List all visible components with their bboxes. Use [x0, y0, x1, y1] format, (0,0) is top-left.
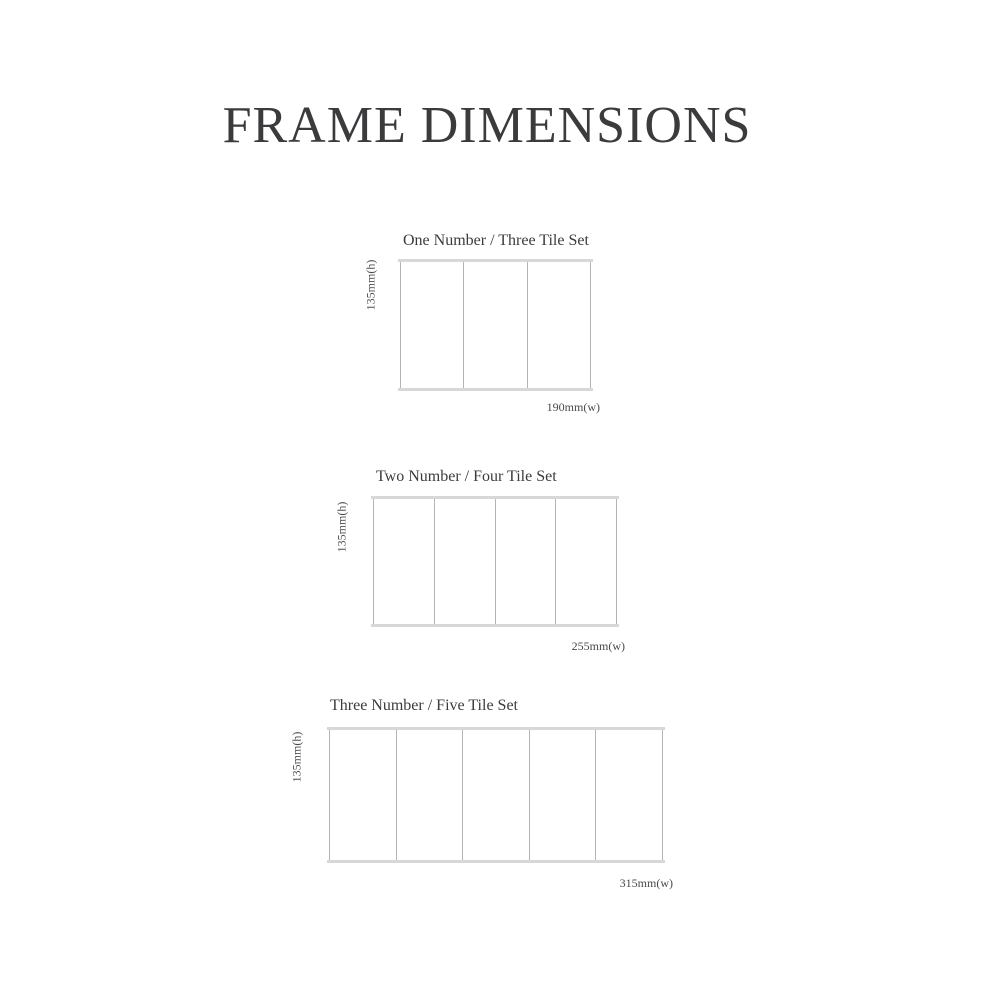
height-dimension-label: 135mm(h)	[363, 259, 378, 311]
tile-row	[373, 499, 617, 624]
tile	[397, 730, 464, 860]
diagram-title: One Number / Three Tile Set	[403, 232, 589, 249]
frame-outline	[329, 727, 663, 863]
width-dimension-label: 315mm(w)	[619, 876, 673, 890]
frame-outline	[400, 259, 591, 391]
tile	[596, 730, 662, 860]
tile	[528, 262, 590, 388]
height-dimension-label: 135mm(h)	[334, 501, 349, 553]
page-title: FRAME DIMENSIONS	[222, 97, 752, 154]
tile	[435, 499, 496, 624]
tile	[330, 730, 397, 860]
height-dimension-label: 135mm(h)	[289, 731, 304, 783]
width-dimension-label: 255mm(w)	[571, 639, 625, 653]
diagram-title: Two Number / Four Tile Set	[376, 468, 557, 485]
tile	[530, 730, 597, 860]
frame-outline	[373, 496, 617, 627]
tile-row	[329, 730, 663, 860]
tile	[463, 730, 530, 860]
diagram-title: Three Number / Five Tile Set	[330, 697, 518, 714]
tile-row	[400, 262, 591, 388]
tile	[464, 262, 527, 388]
frame-bottom-rail	[371, 624, 619, 627]
frame-bottom-rail	[398, 388, 593, 391]
tile	[496, 499, 557, 624]
frame-bottom-rail	[327, 860, 665, 863]
tile	[374, 499, 435, 624]
tile	[556, 499, 616, 624]
tile	[401, 262, 464, 388]
width-dimension-label: 190mm(w)	[546, 400, 600, 414]
